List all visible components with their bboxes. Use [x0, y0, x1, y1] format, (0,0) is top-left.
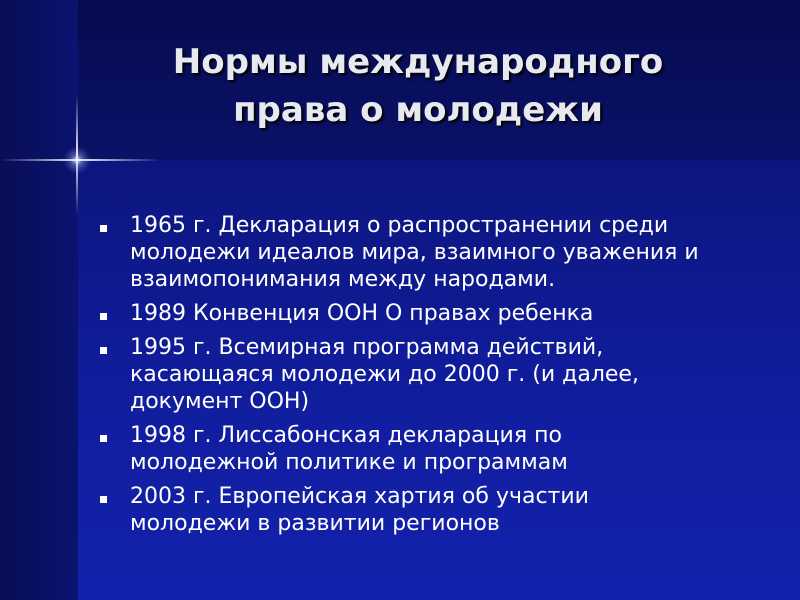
- bullet-text-line: молодежи в развитии регионов: [130, 511, 500, 536]
- bullet-list: [100, 212, 760, 544]
- bullet-item-1998: [100, 422, 760, 476]
- square-bullet-icon: [100, 225, 107, 232]
- square-bullet-icon: [100, 435, 107, 442]
- bullet-text-line: 1995 г. Всемирная программа действий,: [130, 335, 604, 360]
- left-band: [0, 0, 78, 600]
- bullet-text-line: молодежной политике и программам: [130, 450, 568, 475]
- slide-title: [78, 38, 758, 134]
- bullet-text-line: 1989 Конвенция ООН О правах ребенка: [130, 301, 594, 326]
- square-bullet-icon: [100, 313, 107, 320]
- title-line-2: права о молодежи: [233, 90, 603, 130]
- bullet-text-line: 1965 г. Декларация о распространении среди: [130, 213, 669, 238]
- bullet-text-line: 2003 г. Европейская хартия об участии: [130, 484, 589, 509]
- bullet-item-1989: [100, 300, 760, 327]
- bullet-text-line: молодежи идеалов мира, взаимного уважения и: [130, 240, 699, 265]
- bullet-text-line: касающаяся молодежи до 2000 г. (и далее,: [130, 362, 639, 387]
- bullet-item-1995: [100, 334, 760, 415]
- bullet-text-line: документ ООН): [130, 389, 310, 414]
- bullet-text-line: 1998 г. Лиссабонская декларация по: [130, 423, 562, 448]
- bullet-item-1965: [100, 212, 760, 293]
- square-bullet-icon: [100, 347, 107, 354]
- bullet-text-line: взаимопонимания между народами.: [130, 267, 556, 292]
- bullet-item-2003: [100, 483, 760, 537]
- title-line-1: Нормы международного: [172, 42, 664, 82]
- square-bullet-icon: [100, 496, 107, 503]
